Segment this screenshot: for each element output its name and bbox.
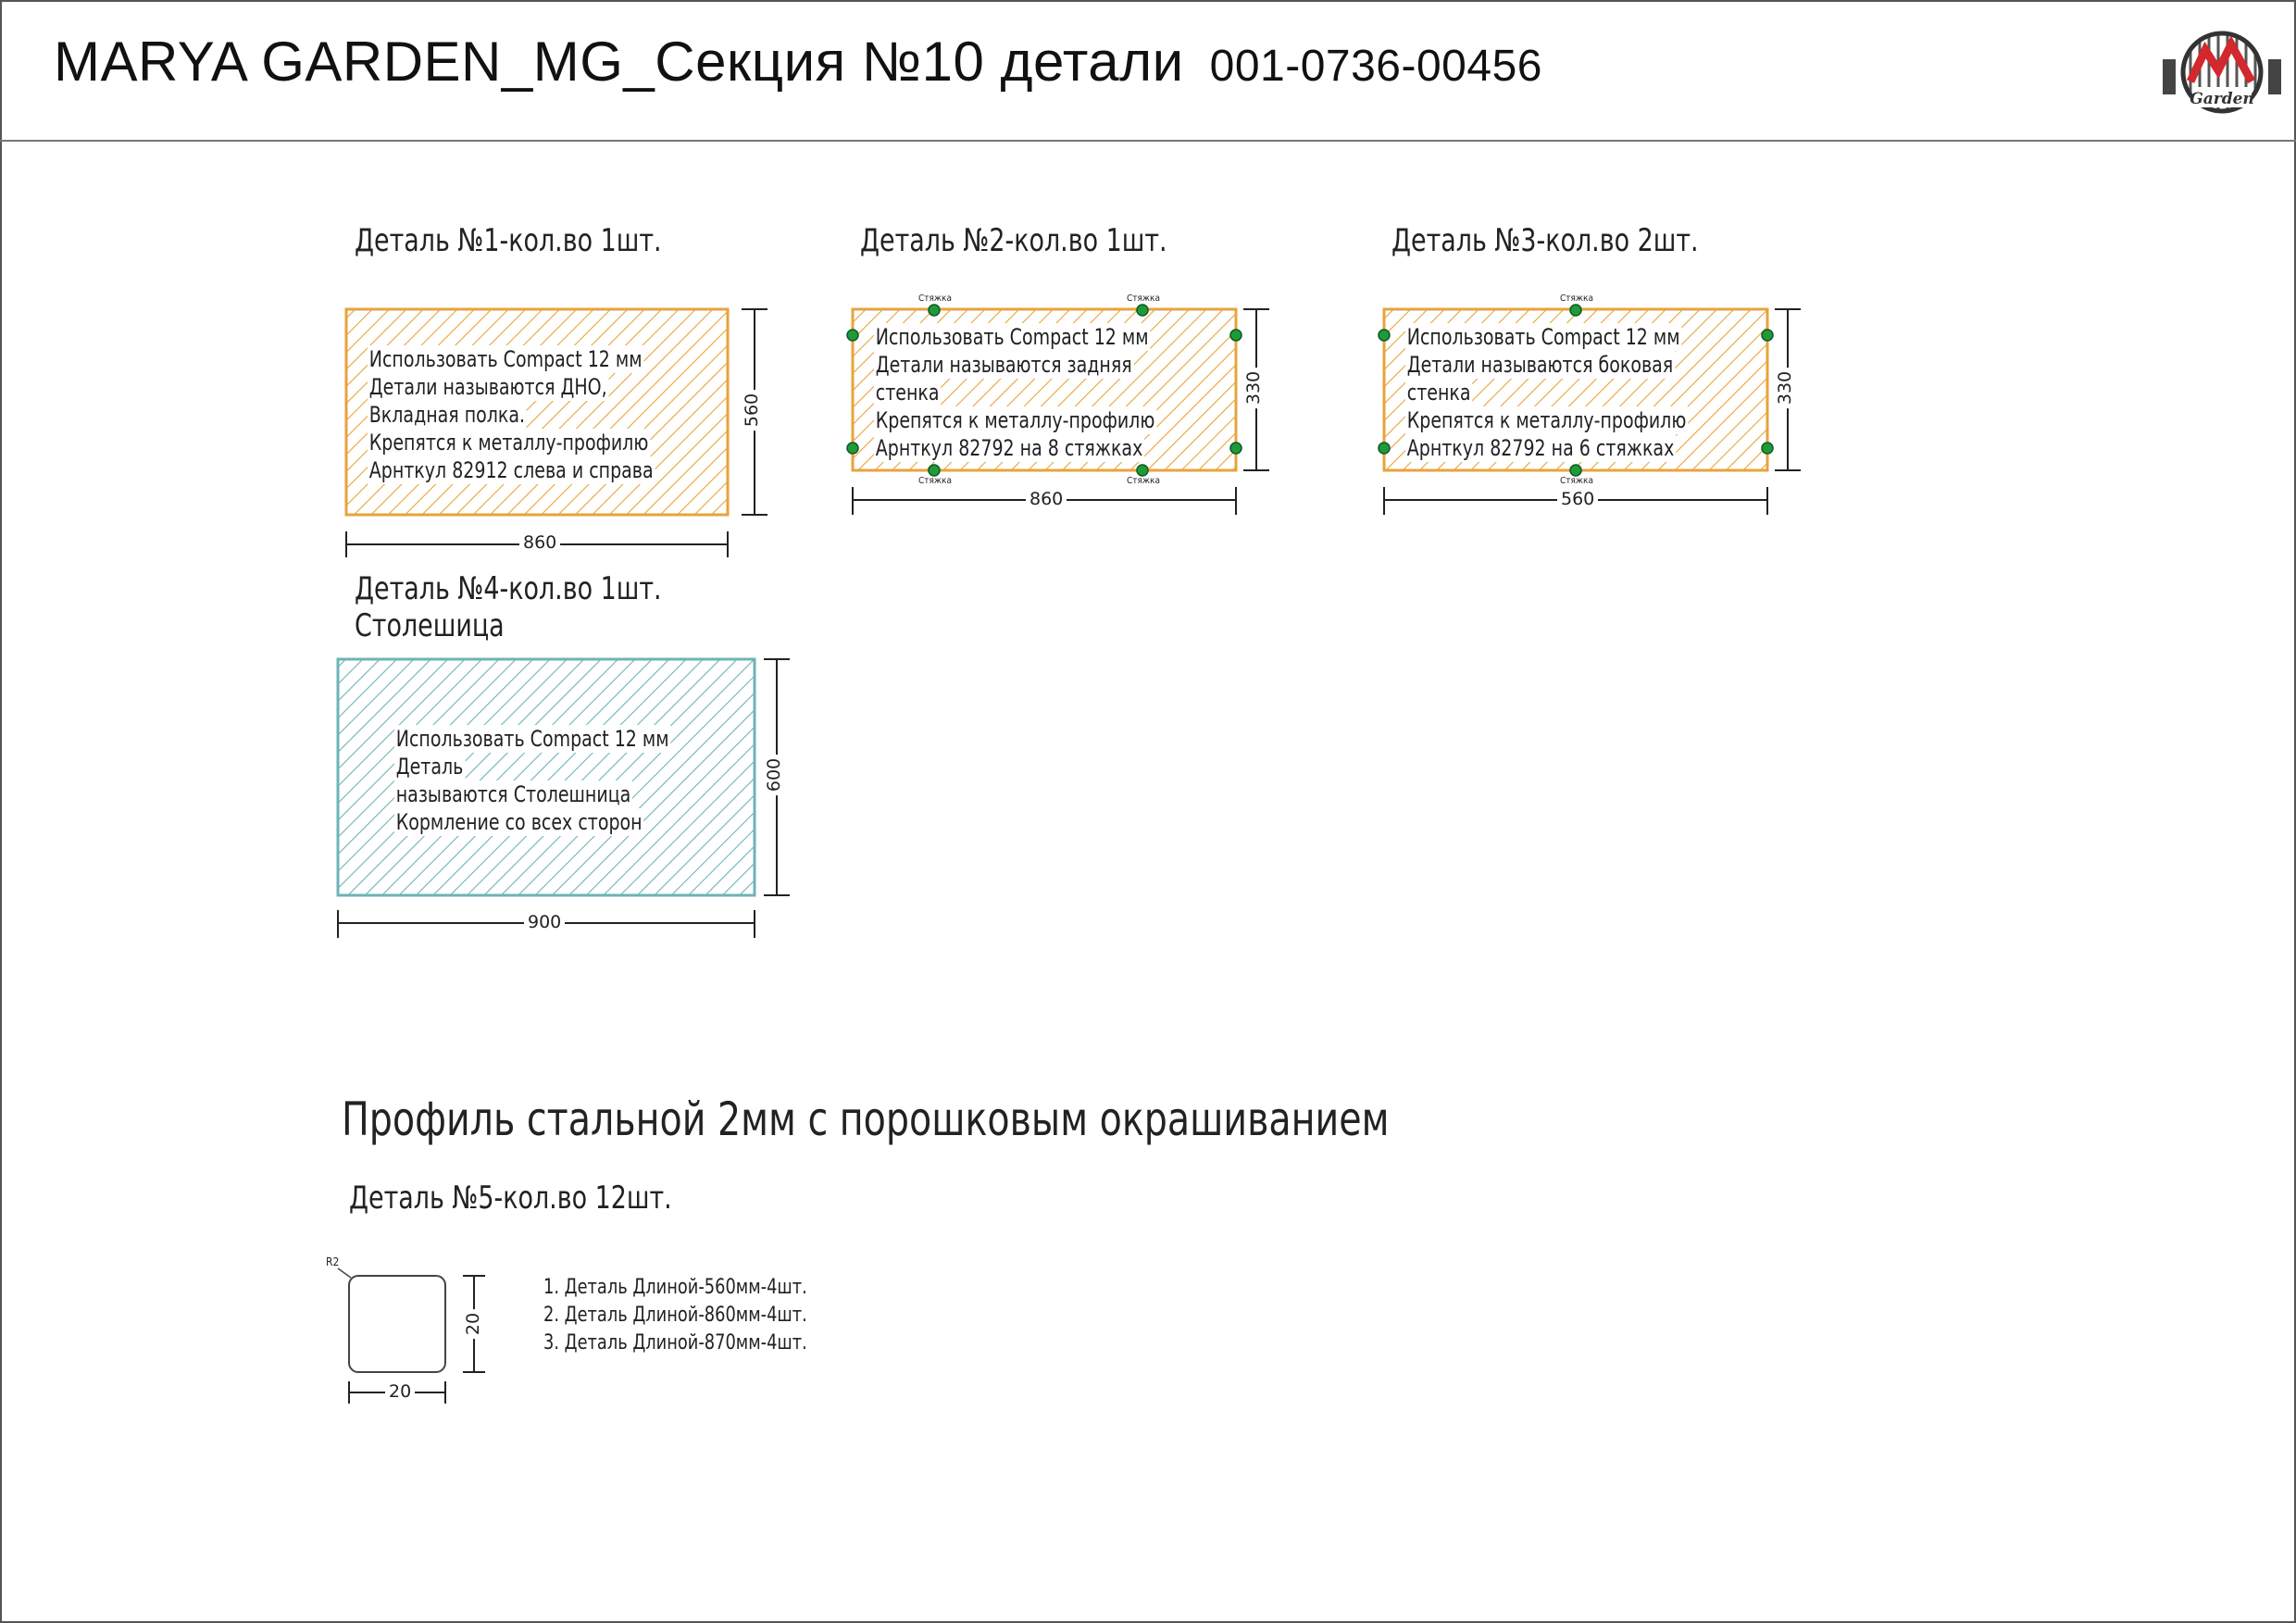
list-item: 2. Деталь Длиной-860мм-4шт.: [543, 1304, 807, 1327]
note-line: Вкладная полка.: [368, 402, 526, 428]
part-2-height-label: 330: [1243, 368, 1264, 408]
part-3-width-label: 560: [1557, 489, 1598, 509]
note-line: Использовать Compact 12 мм: [1406, 324, 1680, 350]
part-4-title: Деталь №4-кол.во 1шт.: [355, 570, 662, 607]
profile-section: [338, 1268, 445, 1372]
fastener-label: Стяжка: [1560, 476, 1593, 486]
fastener-label: Стяжка: [1127, 476, 1160, 486]
fastener-label: Стяжка: [918, 293, 952, 304]
title-text: MARYA GARDEN_MG_Секция №10 детали: [54, 31, 1184, 93]
note-line: Кормление со всех сторон: [395, 809, 643, 835]
part-4-subtitle: Столешица: [355, 607, 505, 644]
part-2-notes: [874, 323, 1156, 462]
note-line: Крепятся к металлу-профилю: [368, 430, 649, 456]
document-code: 001-0736-00456: [1209, 42, 1542, 91]
note-line: Детали называются ДНО,: [368, 374, 607, 400]
list-item: 1. Деталь Длиной-560мм-4шт.: [543, 1276, 807, 1299]
note-line: называются Столешница: [395, 781, 631, 807]
note-line: Деталь: [395, 754, 464, 780]
note-line: Арнткул 82792 на 8 стяжках: [875, 435, 1143, 461]
profile-radius-label: R2: [326, 1255, 340, 1268]
note-line: Использовать Compact 12 мм: [875, 324, 1149, 350]
part-2-width-label: 860: [1026, 489, 1067, 509]
note-line: Арнткул 82792 на 6 стяжках: [1406, 435, 1675, 461]
note-line: Использовать Compact 12 мм: [368, 346, 643, 372]
note-line: Крепятся к металлу-профилю: [1406, 407, 1687, 433]
part-4-notes: [394, 725, 670, 836]
note-line: Арнткул 82912 слева и справа: [368, 457, 654, 483]
profile-heading: Профиль стальной 2мм с порошковым окрашиванием: [342, 1092, 1390, 1146]
list-item: 3. Деталь Длиной-870мм-4шт.: [543, 1331, 807, 1355]
profile-length-list: [543, 1274, 807, 1357]
note-line: Детали называются задняя: [875, 352, 1132, 378]
note-line: стенка: [1406, 380, 1471, 406]
part-3-height-label: 330: [1775, 368, 1795, 408]
fastener-label: Стяжка: [1560, 293, 1593, 304]
logo-text: Garden: [2190, 90, 2254, 108]
fastener-label: Стяжка: [918, 476, 952, 486]
note-line: Крепятся к металлу-профилю: [875, 407, 1155, 433]
part-1-notes: [368, 345, 655, 484]
note-line: стенка: [875, 380, 940, 406]
part-4-height-label: 600: [764, 755, 784, 795]
profile-height-label: 20: [463, 1309, 483, 1339]
part-3-notes: [1405, 323, 1688, 462]
profile-width-label: 20: [385, 1381, 415, 1402]
part-5-title: Деталь №5-кол.во 12шт.: [349, 1180, 672, 1217]
note-line: Детали называются боковая: [1406, 352, 1674, 378]
part-3-title: Деталь №3-кол.во 2шт.: [1391, 222, 1699, 259]
note-line: Использовать Compact 12 мм: [395, 726, 669, 752]
part-1-height-label: 560: [742, 390, 762, 431]
fastener-label: Стяжка: [1127, 293, 1160, 304]
part-2-title: Деталь №2-кол.во 1шт.: [860, 222, 1167, 259]
part-4-width-label: 900: [524, 912, 565, 932]
part-1-width-label: 860: [519, 532, 560, 553]
part-1-title: Деталь №1-кол.во 1шт.: [355, 222, 662, 259]
